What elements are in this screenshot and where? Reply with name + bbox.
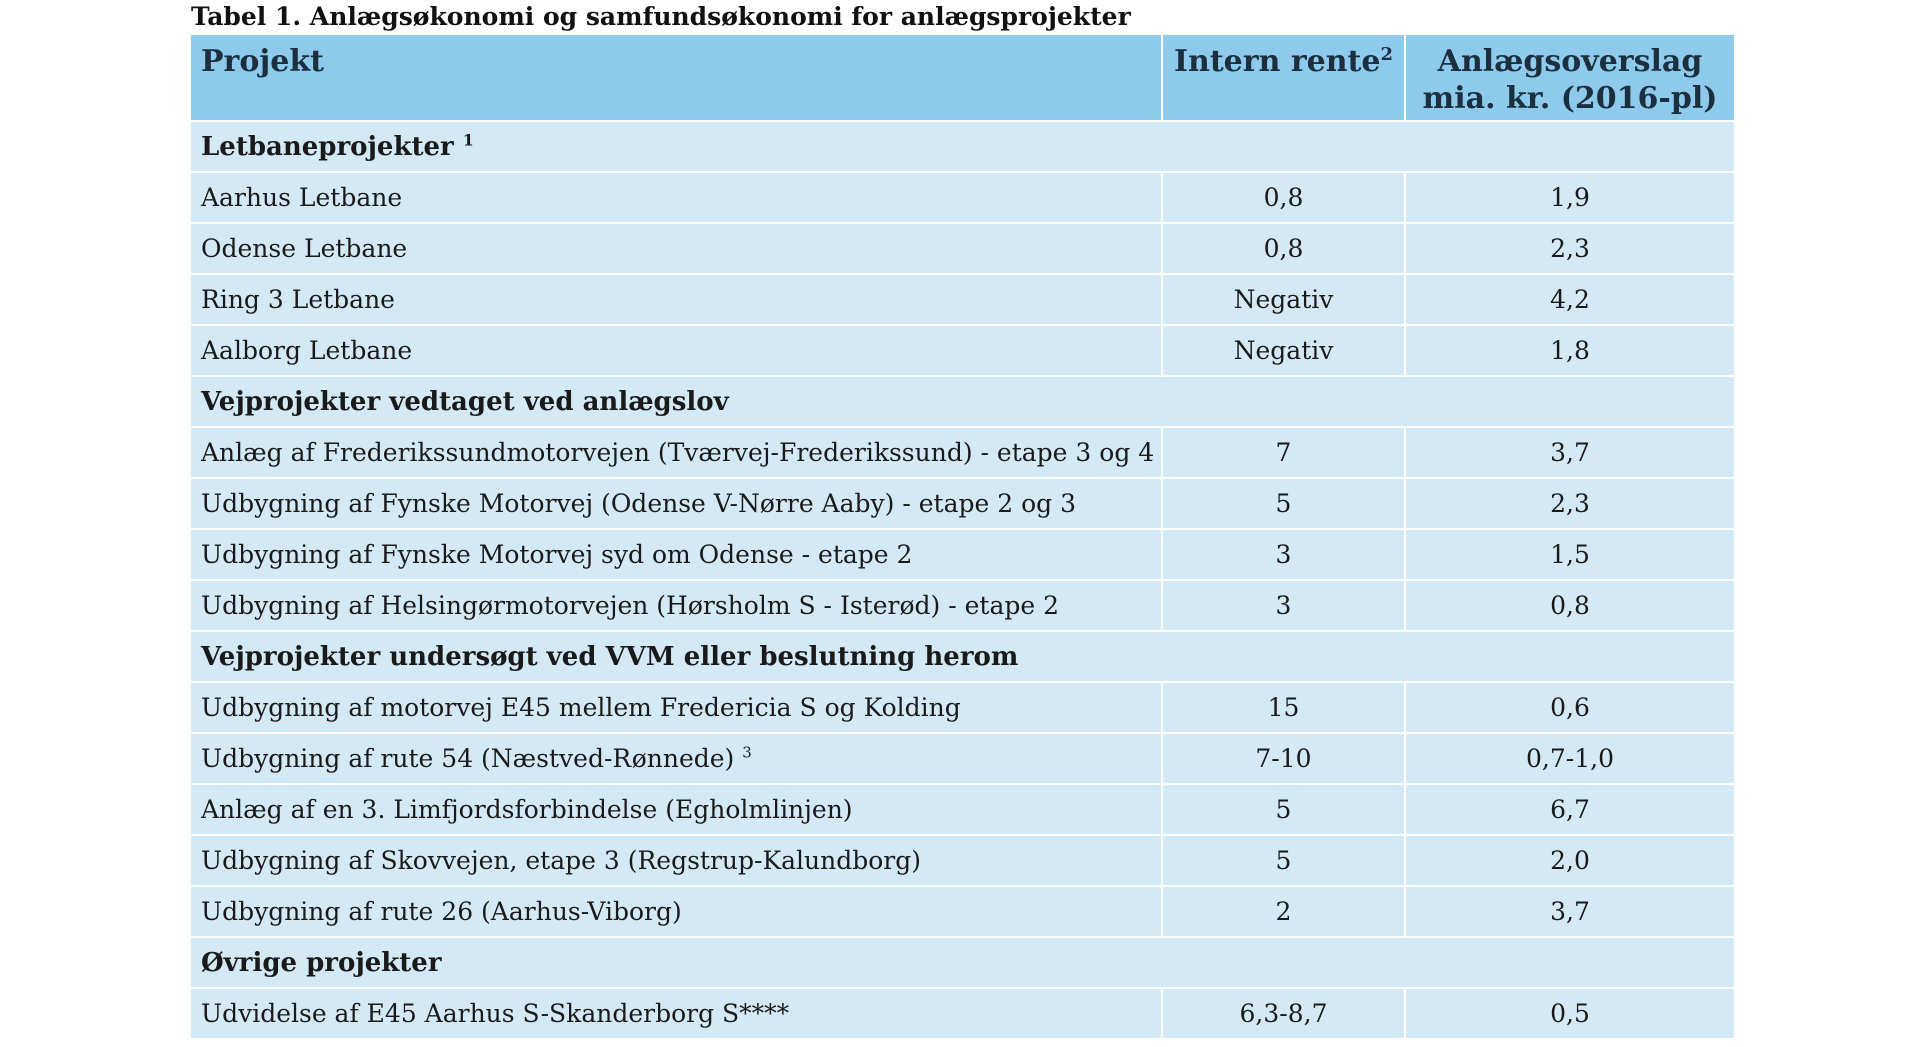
construction-estimate-cell: 0,8: [1404, 579, 1734, 630]
header-estimate-line2: mia. kr. (2016-pl): [1422, 81, 1718, 116]
construction-estimate-cell: 2,0: [1404, 834, 1734, 885]
section-row: [191, 936, 1734, 987]
project-name: Anlæg af Frederikssundmotorvejen (Tværvej-Frederikssund) - etape 3 og 4: [201, 437, 1155, 467]
section-row: [191, 630, 1734, 681]
construction-estimate-cell: 0,7-1,0: [1404, 732, 1734, 783]
section-title: [191, 630, 1734, 681]
project-name: Udbygning af Fynske Motorvej (Odense V-Nørre Aaby) - etape 2 og 3: [201, 488, 1076, 518]
project-name: Udbygning af rute 26 (Aarhus-Viborg): [201, 896, 682, 926]
internal-rate-cell: 5: [1161, 783, 1404, 834]
project-name-cell: [191, 885, 1161, 936]
section-title-text: Øvrige projekter: [201, 947, 442, 978]
table-row: [191, 477, 1734, 528]
internal-rate-cell: Negativ: [1161, 273, 1404, 324]
project-name: Anlæg af en 3. Limfjordsforbindelse (Egholmlinjen): [201, 794, 853, 824]
project-name: Ring 3 Letbane: [201, 284, 395, 314]
project-name: Udbygning af Fynske Motorvej syd om Odense - etape 2: [201, 539, 913, 569]
header-construction-estimate: [1404, 35, 1734, 120]
construction-estimate-cell: 3,7: [1404, 426, 1734, 477]
internal-rate-cell: 0,8: [1161, 222, 1404, 273]
table-row: [191, 885, 1734, 936]
project-name-cell: [191, 528, 1161, 579]
table-row: [191, 273, 1734, 324]
construction-estimate-cell: 4,2: [1404, 273, 1734, 324]
section-title: [191, 936, 1734, 987]
internal-rate-cell: 5: [1161, 477, 1404, 528]
project-name-cell: [191, 171, 1161, 222]
section-title: [191, 375, 1734, 426]
table-row: [191, 987, 1734, 1038]
table-body: [191, 120, 1734, 1038]
construction-estimate-cell: 1,8: [1404, 324, 1734, 375]
internal-rate-cell: 5: [1161, 834, 1404, 885]
project-name: Udbygning af motorvej E45 mellem Fredericia S og Kolding: [201, 692, 961, 722]
header-project: Projekt: [191, 35, 1161, 120]
construction-estimate-cell: 1,5: [1404, 528, 1734, 579]
project-name-cell: [191, 579, 1161, 630]
section-row: [191, 375, 1734, 426]
project-name-cell: [191, 477, 1161, 528]
construction-estimate-cell: 0,5: [1404, 987, 1734, 1038]
table-row: [191, 426, 1734, 477]
project-name: Udbygning af Skovvejen, etape 3 (Regstrup-Kalundborg): [201, 845, 922, 875]
internal-rate-cell: 3: [1161, 528, 1404, 579]
table-row: [191, 222, 1734, 273]
project-name-cell: [191, 222, 1161, 273]
construction-estimate-cell: 1,9: [1404, 171, 1734, 222]
section-title-text: Letbaneprojekter: [201, 131, 454, 162]
internal-rate-cell: 3: [1161, 579, 1404, 630]
project-name: Odense Letbane: [201, 233, 408, 263]
construction-estimate-cell: 6,7: [1404, 783, 1734, 834]
table-header: [191, 35, 1734, 120]
table-row: [191, 579, 1734, 630]
project-name-cell: [191, 426, 1161, 477]
table-row: [191, 681, 1734, 732]
construction-estimate-cell: 3,7: [1404, 885, 1734, 936]
project-name-cell: [191, 273, 1161, 324]
table-title: Tabel 1. Anlægsøkonomi og samfundsøkonomi for anlægsprojekter: [191, 2, 1131, 31]
projects-table: [191, 35, 1734, 1038]
table-row: [191, 834, 1734, 885]
project-name-cell: [191, 783, 1161, 834]
table-row: [191, 732, 1734, 783]
internal-rate-cell: 2: [1161, 885, 1404, 936]
section-row: [191, 120, 1734, 171]
section-title: [191, 120, 1734, 171]
internal-rate-cell: 0,8: [1161, 171, 1404, 222]
project-name-cell: [191, 324, 1161, 375]
section-title-text: Vejprojekter vedtaget ved anlægslov: [201, 386, 729, 417]
internal-rate-cell: 7: [1161, 426, 1404, 477]
construction-estimate-cell: 2,3: [1404, 222, 1734, 273]
project-name-cell: [191, 732, 1161, 783]
project-name-cell: [191, 681, 1161, 732]
project-name: Udvidelse af E45 Aarhus S-Skanderborg S****: [201, 998, 790, 1028]
construction-estimate-cell: 0,6: [1404, 681, 1734, 732]
table-row: [191, 324, 1734, 375]
construction-estimate-cell: 2,3: [1404, 477, 1734, 528]
project-name: Udbygning af Helsingørmotorvejen (Hørsholm S - Isterød) - etape 2: [201, 590, 1059, 620]
table-row: [191, 783, 1734, 834]
internal-rate-cell: 7-10: [1161, 732, 1404, 783]
project-name: Aarhus Letbane: [201, 182, 403, 212]
table-row: [191, 171, 1734, 222]
project-name-cell: [191, 834, 1161, 885]
section-footnote-marker: 1: [462, 129, 474, 149]
section-title-text: Vejprojekter undersøgt ved VVM eller beslutning herom: [201, 641, 1019, 672]
header-row: [191, 35, 1734, 120]
project-name: Aalborg Letbane: [201, 335, 413, 365]
header-estimate-line1: Anlægsoverslag: [1437, 44, 1703, 79]
table-row: [191, 528, 1734, 579]
project-name-cell: [191, 987, 1161, 1038]
internal-rate-cell: 6,3-8,7: [1161, 987, 1404, 1038]
header-internal-rate: Intern rente$^2$: [1161, 35, 1404, 120]
header-internal-rate-footnote: 2: [1380, 44, 1394, 65]
project-name: Udbygning af rute 54 (Næstved-Rønnede): [201, 743, 735, 773]
internal-rate-cell: 15: [1161, 681, 1404, 732]
project-footnote-marker: 3: [742, 743, 752, 762]
internal-rate-cell: Negativ: [1161, 324, 1404, 375]
